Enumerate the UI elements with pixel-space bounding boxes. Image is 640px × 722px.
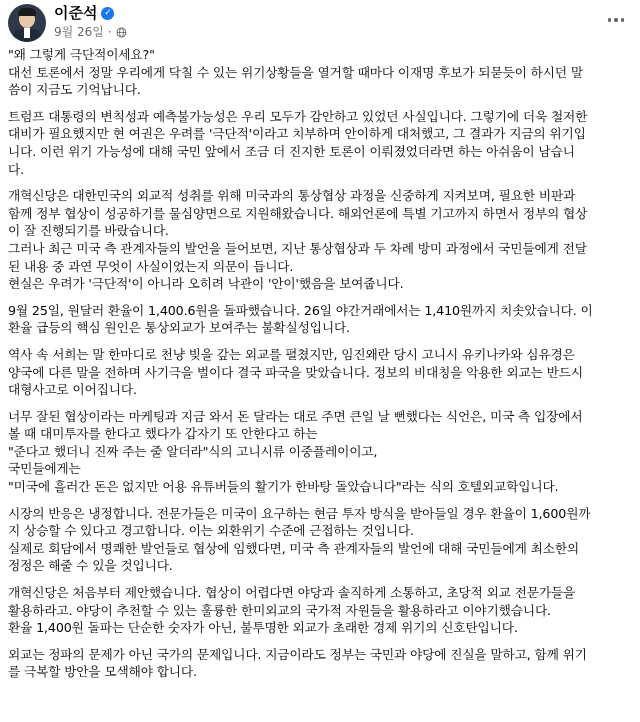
verified-badge-icon: ✓ [101,7,114,20]
post-meta [54,25,127,40]
paragraph-gap [8,337,630,346]
post-line: 시장의 반응은 냉정합니다. 전문가들은 미국이 요구하는 현금 투자 방식을 받아들일 경우 환율이 1,600원까 [8,505,591,521]
name-row [54,4,127,23]
author-info [54,4,127,40]
post-line: 정정은 해줄 수 있을 것입니다. [8,558,173,574]
post-line: "준다고 했더니 진짜 주는 줄 알더라"식의 고니시류 이중플레이이고, [8,443,378,459]
post-line: 된 내용 중 과연 무엇이 사실이었는지 의문이 듭니다. [8,258,294,274]
post-line: 니다. 이런 위기 가능성에 대해 국민 앞에서 조금 더 진지한 토론이 이뤄졌었더라면 하는 아쉬움이 남습니 [8,143,575,159]
post-line: 외교는 정파의 문제가 아닌 국가의 문제입니다. 지금이라도 정부는 국민과 야당에 진실을 말하고, 함께 위기 [8,646,587,662]
paragraph-gap [8,399,630,408]
paragraph-gap [8,637,630,646]
post-line: 실제로 회담에서 명쾌한 발언들로 협상에 임했다면, 미국 측 관계자들의 발언에 대해 국민들에게 최소한의 [8,540,580,556]
post-paragraph [8,646,630,681]
avatar[interactable] [8,4,46,42]
paragraph-gap [8,575,630,584]
post-line: "왜 그렇게 극단적이세요?" [8,47,155,62]
post-line: "미국에 흘러간 돈은 없지만 어용 유튜버들의 활기가 한바탕 돌았습니다"라는 식의 호텔외교학입니다. [8,479,559,495]
post-line: 대형사고로 이어집니다. [8,382,137,398]
post-line: 대선 토론에서 정말 우리에게 닥칠 수 있는 위기상황들을 열거할 때마다 이재명 후보가 되묻듯이 하시던 말 [8,64,583,80]
post-line: 대비가 필요했지만 현 여권은 우려를 '극단적'이라고 치부하며 안이하게 대처했고, 그 결과가 지금의 위기입 [8,126,586,142]
post-paragraph [8,302,630,337]
paragraph-gap [8,496,630,505]
post-line: 볼 때 대미투자를 한다고 했다가 갑자기 또 안한다고 하는 [8,426,318,442]
post-line: 를 극복할 방안을 모색해야 합니다. [8,664,197,680]
post-line: 개혁신당은 처음부터 제안했습니다. 협상이 어렵다면 야당과 솔직하게 소통하고, 초당적 외교 전문가들을 [8,585,576,601]
post-line: 개혁신당은 대한민국의 외교적 성취를 위해 미국과의 통상협상 과정을 신중하게 지켜보며, 필요한 비판과 [8,188,576,204]
post-paragraph [8,187,630,293]
paragraph-gap [8,99,630,108]
post-line: 활용하라고. 야당이 추천할 수 있는 훌륭한 한미외교의 국가적 자원들을 활용하라고 이야기했습니다. [8,602,551,618]
more-options-button[interactable] [606,10,626,30]
separator-dot: · [107,25,112,39]
paragraph-gap [8,178,630,187]
post-line: 너무 잘된 협상이라는 마케팅과 지금 와서 돈 달라는 대로 주면 큰일 날 뻔했다는 식언은, 미국 측 입장에서 [8,408,583,424]
post-line: 양국에 다른 말을 전하며 사기극을 벌이다 결국 파국을 맞았습니다. 정보의 비대칭을 악용한 외교는 반드시 [8,364,583,380]
post-paragraph [8,346,630,399]
post-line: 이 잘 진행되기를 바랐습니다. [8,223,169,239]
post-line: 함께 정부 협상이 성공하기를 물심양면으로 지원해왔습니다. 해외언론에 특별 기고까지 하면서 정부의 협상 [8,205,588,221]
post-line: 9월 25일, 원달러 환율이 1,400.6원을 돌파했습니다. 26일 야간거래에서는 1,410원까지 치솟았습니다. 이 [8,302,593,318]
post-line: 국민들에게는 [8,461,81,477]
more-horizontal-icon [608,18,612,22]
post-paragraph [8,505,630,575]
post-paragraph [8,584,630,637]
post-date[interactable]: 9월 26일 [54,25,104,39]
post-line: 다. [8,161,24,177]
author-name[interactable]: 이준석 [54,4,98,22]
globe-icon [116,27,127,38]
post-paragraph [8,46,630,99]
post-body [8,46,630,681]
post-line: 트럼프 대통령의 변칙성과 예측불가능성은 우리 모두가 감안하고 있었던 사실입니다. 그렇기에 더욱 철저한 [8,108,588,124]
post-header [8,0,630,46]
post-line: 환율 1,400원 돌파는 단순한 숫자가 아닌, 불투명한 외교가 초래한 경제 위기의 신호탄입니다. [8,620,518,636]
post-paragraph [8,108,630,178]
post-line: 현실은 우려가 '극단적'이 아니라 오히려 낙관이 '안이'했음을 보여줍니다. [8,276,404,292]
post-line: 지 상승할 수 있다고 경고합니다. 이는 외환위기 수준에 근접하는 것입니다. [8,523,414,539]
post-paragraph [8,408,630,496]
post-line: 씀이 지금도 기억납니다. [8,82,141,98]
post-line: 역사 속 서희는 말 한마디로 천냥 빚을 갚는 외교를 펼쳤지만, 임진왜란 당시 고니시 유키나카와 심유경은 [8,346,575,362]
post-line: 그러나 최근 미국 측 관계자들의 발언을 들어보면, 지난 통상협상과 두 차례 방미 과정에서 국민들에게 전달 [8,240,587,256]
paragraph-gap [8,293,630,302]
post-line: 환율 급등의 핵심 원인은 통상외교가 보여주는 불확실성입니다. [8,320,350,336]
